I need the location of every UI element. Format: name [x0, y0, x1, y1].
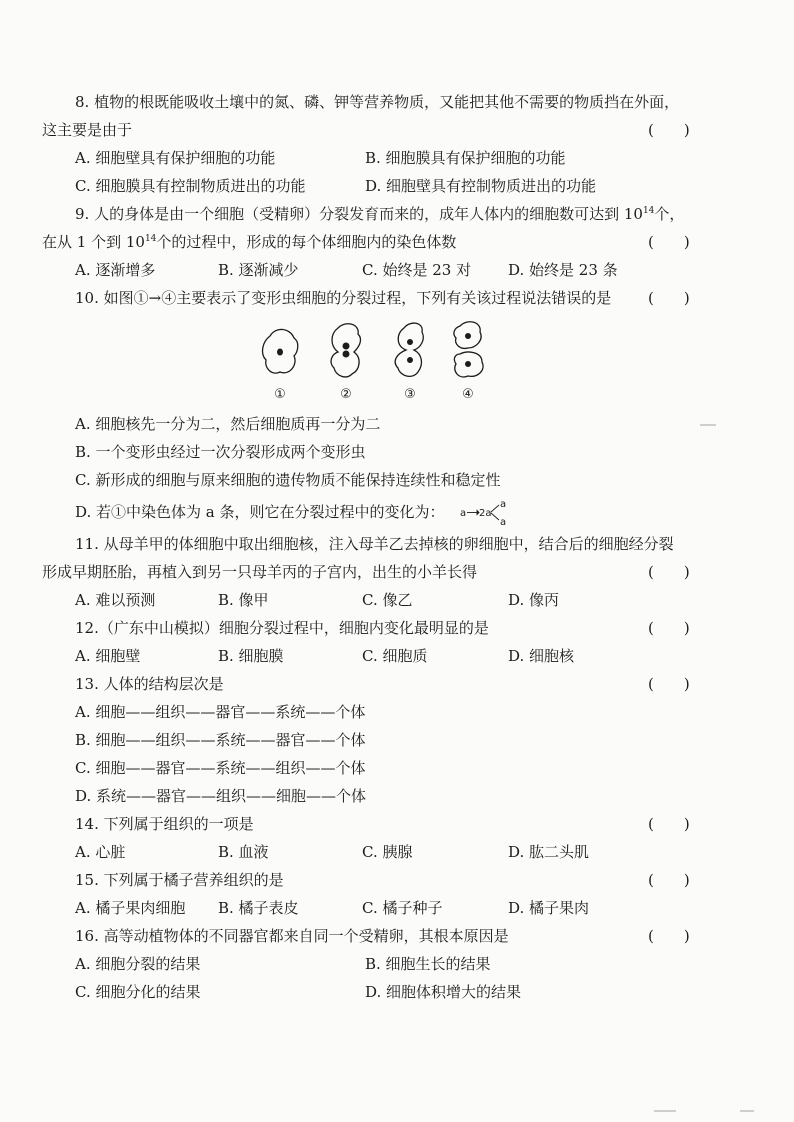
- q14-answer-bracket[interactable]: ( ): [648, 815, 690, 833]
- amoeba-stage-3-cell: [395, 323, 423, 376]
- q8-option-a: A. 细胞壁具有保护细胞的功能: [75, 149, 276, 167]
- q15-option-b: B. 橘子表皮: [218, 899, 299, 917]
- chromosome-change-formula: [460, 500, 506, 526]
- q15-answer-bracket[interactable]: ( ): [648, 871, 690, 889]
- q12-option-c: C. 细胞质: [362, 647, 428, 665]
- amoeba-stage-4-nucleus-bottom: [465, 361, 471, 367]
- q9-option-a: A. 逐渐增多: [75, 261, 156, 279]
- q9-option-b: B. 逐渐减少: [218, 261, 299, 279]
- q10-option-c: C. 新形成的细胞与原来细胞的遗传物质不能保持连续性和稳定性: [75, 471, 501, 489]
- formula-arrow-down: [491, 513, 499, 520]
- q14-stem: 14. 下列属于组织的一项是: [75, 815, 254, 833]
- q9-stem-line1: 9. 人的身体是由一个细胞（受精卵）分裂发育而来的，成年人体内的细胞数可达到 $10^{14}$个，: [75, 205, 685, 223]
- q16-option-c: C. 细胞分化的结果: [75, 983, 201, 1001]
- q10-stem: 10. 如图①→④主要表示了变形虫细胞的分裂过程，下列有关该过程说法错误的是: [75, 289, 612, 307]
- amoeba-stage-2-nucleus-bottom: [343, 351, 350, 358]
- q16-option-a: A. 细胞分裂的结果: [75, 955, 201, 973]
- q16-answer-bracket[interactable]: ( ): [648, 927, 690, 945]
- formula-branch-top: a: [500, 500, 506, 510]
- q16-option-d: D. 细胞体积增大的结果: [365, 983, 522, 1001]
- q10-option-d: D. 若①中染色体为 a 条，则它在分裂过程中的变化为：: [75, 503, 445, 521]
- q11-option-c: C. 像乙: [362, 591, 413, 609]
- amoeba-division-figure: [256, 318, 496, 406]
- amoeba-stage-2-nucleus-top: [343, 343, 350, 350]
- q13-option-b: B. 细胞——组织——系统——器官——个体: [75, 731, 366, 749]
- formula-middle: 2a: [479, 508, 492, 519]
- figure-label-1: ①: [274, 387, 286, 402]
- q11-answer-bracket[interactable]: ( ): [648, 563, 690, 581]
- amoeba-stage-2-cell: [331, 324, 361, 377]
- formula-branch-bottom: a: [500, 517, 506, 526]
- q15-stem: 15. 下列属于橘子营养组织的是: [75, 871, 284, 889]
- q11-stem-line1: 11. 从母羊甲的体细胞中取出细胞核，注入母羊乙去掉核的卵细胞中，结合后的细胞经分裂: [75, 535, 674, 553]
- q8-stem-line1: 8. 植物的根既能吸收土壤中的氮、磷、钾等营养物质，又能把其他不需要的物质挡在外面，: [75, 93, 680, 111]
- formula-start: a: [460, 508, 467, 519]
- q10-answer-bracket[interactable]: ( ): [648, 289, 690, 307]
- q11-stem-line2: 形成早期胚胎，再植入到另一只母羊丙的子宫内，出生的小羊长得: [42, 563, 478, 581]
- amoeba-stage-3-nucleus-top: [407, 339, 413, 345]
- q12-option-a: A. 细胞壁: [75, 647, 141, 665]
- q14-option-d: D. 肱二头肌: [508, 843, 590, 861]
- q11-option-a: A. 难以预测: [75, 591, 156, 609]
- q14-option-c: C. 胰腺: [362, 843, 413, 861]
- q9-stem-line2: 在从 1 个到 $10^{14}$个的过程中，形成的每个体细胞内的染色体数: [42, 233, 457, 251]
- scan-artifact: [740, 1110, 754, 1112]
- q12-option-b: B. 细胞膜: [218, 647, 284, 665]
- q13-stem: 13. 人体的结构层次是: [75, 675, 224, 693]
- amoeba-stage-4-nucleus-top: [465, 333, 471, 339]
- q10-option-a: A. 细胞核先一分为二，然后细胞质再一分为二: [75, 415, 381, 433]
- q13-option-a: A. 细胞——组织——器官——系统——个体: [75, 703, 366, 721]
- q12-option-d: D. 细胞核: [508, 647, 575, 665]
- q9-option-d: D. 始终是 23 条: [508, 261, 618, 279]
- q13-answer-bracket[interactable]: ( ): [648, 675, 690, 693]
- q9-option-c: C. 始终是 23 对: [362, 261, 472, 279]
- q11-option-b: B. 像甲: [218, 591, 269, 609]
- figure-label-2: ②: [340, 387, 352, 402]
- q11-option-d: D. 像丙: [508, 591, 560, 609]
- scan-artifact: [654, 1110, 676, 1112]
- q14-option-b: B. 血液: [218, 843, 269, 861]
- q15-option-a: A. 橘子果肉细胞: [75, 899, 186, 917]
- amoeba-stage-3-nucleus-bottom: [407, 357, 413, 363]
- q13-option-d: D. 系统——器官——组织——细胞——个体: [75, 787, 367, 805]
- figure-label-4: ④: [462, 387, 474, 402]
- q13-option-c: C. 细胞——器官——系统——组织——个体: [75, 759, 366, 777]
- q9-answer-bracket[interactable]: ( ): [648, 233, 690, 251]
- q8-answer-bracket[interactable]: ( ): [648, 121, 690, 139]
- q12-answer-bracket[interactable]: ( ): [648, 619, 690, 637]
- formula-arrow-up: [491, 505, 499, 512]
- q15-option-c: C. 橘子种子: [362, 899, 443, 917]
- scan-artifact: [700, 424, 716, 426]
- q10-option-b: B. 一个变形虫经过一次分裂形成两个变形虫: [75, 443, 366, 461]
- q16-option-b: B. 细胞生长的结果: [365, 955, 491, 973]
- q8-option-d: D. 细胞壁具有控制物质进出的功能: [365, 177, 597, 195]
- q14-option-a: A. 心脏: [75, 843, 126, 861]
- q8-stem-line2: 这主要是由于: [42, 121, 133, 139]
- q8-option-b: B. 细胞膜具有保护细胞的功能: [365, 149, 566, 167]
- q8-option-c: C. 细胞膜具有控制物质进出的功能: [75, 177, 306, 195]
- q15-option-d: D. 橘子果肉: [508, 899, 590, 917]
- q16-stem: 16. 高等动植物体的不同器官都来自同一个受精卵，其根本原因是: [75, 927, 509, 945]
- q12-stem: 12.（广东中山模拟）细胞分裂过程中，细胞内变化最明显的是: [75, 619, 489, 637]
- amoeba-stage-1-nucleus: [277, 349, 283, 356]
- figure-label-3: ③: [404, 387, 416, 402]
